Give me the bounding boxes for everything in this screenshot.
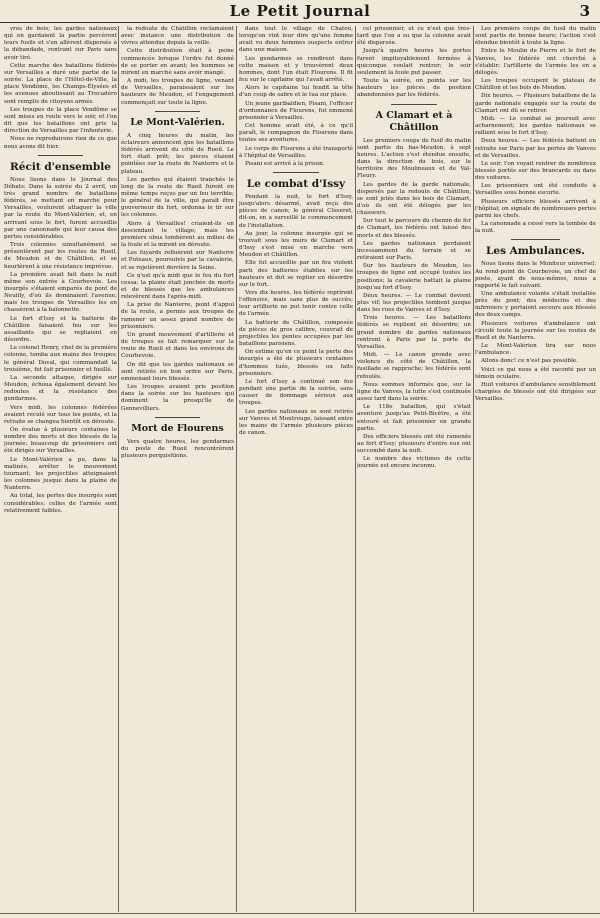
column-2 (121, 26, 234, 912)
paragraph: Nous lisons dans le Journal des Débats: Dans la soirée du 2 avril, un très grand nombre de bataillons fédérés, se mettant en marche pour Versailles, voulurent attaquer la ville par la route du Mont-Valérien, et, en arrivant sous le fort, furent accueillis par une canonnade qui leur causa des pertes considérables. (4, 176, 117, 240)
paragraph: Deux heures. — Les fédérés battent en retraite sur Paris par les portes de Vanves et de Versailles. (475, 138, 596, 159)
paragraph: Dix heures. — Plusieurs bataillons de la garde nationale engagés sur la route de Clamart ont dû se retirer. (475, 93, 596, 114)
section-divider (38, 155, 83, 156)
paragraph: Les gendarmes se rendirent dans cette maison et y trouvèrent deux hommes, dont l'un était Flourens. Il fit feu sur le capitaine qui l'avait arrêté. (239, 55, 353, 84)
paragraph: Midi. — Le combat se poursuit avec acharnement; les gardes nationaux se rallient sous le fort d'Issy. (475, 115, 596, 137)
paragraph: Les gardes qui étaient tranchés le long de la route de Rueil furent en même temps reçus par un feu terrible; le général de la ville, qui paraît être gouverneur du fort, ordonna le tir sur les colonnes. (121, 176, 234, 219)
paragraph: La première avait fait dans la nuit même son entrée à Courbevoie. Les insurgés s'étaient emparés du pont de Neuilly, d'où ils dominaient l'avenue; mais les troupes de Versailles les en chassèrent à la baïonnette. (4, 271, 117, 314)
column-4 (357, 26, 471, 912)
paragraph: Le soir, l'on voyait rentrer de nombreux blessés portés sur des brancards ou dans des voitures. (475, 160, 596, 182)
paragraph: Le nombre des victimes de cette journée est encore inconnu. (357, 456, 471, 470)
paragraph: Les prisonniers ont été conduits à Versailles sous bonne escorte. (475, 183, 596, 197)
paragraph: Les gardes nationaux perdaient incessamment du terrain et se retiraient sur Paris. (357, 240, 471, 262)
paragraph: Plusieurs officiers blessés arrivent à l'hôpital; on signale de nombreuses pertes parmi les chefs. (475, 198, 596, 219)
section-divider (273, 172, 319, 173)
paragraph: Allons donc! ce n'est pas possible. (481, 358, 579, 365)
column-3 (239, 26, 353, 912)
paragraph: On dit que les gardes nationaux se sont retirés en bon ordre sur Paris, emmenant leurs blessés. (121, 361, 234, 382)
paragraph: On évalue à plusieurs centaines le nombre des morts et des blessés de la journée; beaucoup de prisonniers ont été dirigés sur Versailles. (4, 426, 117, 455)
paragraph: La batterie de Châtillon, composée de pièces de gros calibre, couvrait de projectiles les pentes occupées par les bataillons parisiens. (239, 319, 353, 348)
section-divider (155, 417, 200, 418)
section-heading: Mort de Flourens (131, 422, 224, 434)
paragraph: Alors le capitaine lui fendit la tête d'un coup de sabre et le tua sur place. (239, 85, 353, 99)
paragraph: Jusqu'à quatre heures les portes furent impitoyablement fermées à quiconque voulait rentrer; le soir seulement la foule put passer. (357, 48, 471, 76)
paragraph: Une ambulance volante s'était installée près du pont; des médecins et des infirmiers y portaient secours aux blessés des deux camps. (475, 291, 596, 319)
section-heading: Le combat d'Issy (246, 177, 346, 190)
paragraph: Ce n'est qu'à midi que le feu du fort cessa; la plaine était jonchée de morts et de blessés que les ambulances relevèrent dans l'après-midi. (121, 272, 234, 301)
paragraph: Huit voitures d'ambulance sensiblement chargées de blessés ont été dirigées sur Versailles. (475, 381, 596, 403)
paragraph: Elle fut accueillie par un feu violent parti des batteries établies sur les hauteurs et dut se replier en désordre sur le fort. (239, 260, 353, 288)
paragraph: Trois heures. — Les bataillons fédérés se replient en désordre; un grand nombre de gardes nationaux rentrent à Paris par la porte de Versailles. (357, 315, 471, 350)
section-divider (155, 111, 200, 112)
paragraph: Le Mont-Valérien a pu, dans la matinée, arrêter le mouvement tournant; les projectiles atteignaient les colonnes jusque dans la plaine de Nanterre. (4, 456, 117, 492)
paragraph: Plusieurs voitures d'ambulance ont circulé toute la journée sur les routes de Rueil et de Nanterre. (475, 320, 596, 341)
column-5 (475, 26, 596, 912)
paragraph: Le 118e bataillon, qui s'était aventuré jusqu'au Petit-Bicêtre, a été entouré et fait prisonnier en grande partie. (357, 404, 471, 432)
paragraph: Cette marche des bataillons fédérés sur Versailles a duré une partie de la soirée. La place de l'Hôtel-de-Ville, la place Vendôme, les Champs-Élysées et les avenues aboutissant au Trocadéro sont remplis de citoyens armés. (4, 62, 117, 105)
paragraph: Cet homme avait été, à ce qu'il paraît, le compagnon de Flourens dans toutes ses aventures. (239, 123, 353, 144)
paragraph: vres de bois; les gardes nationaux qui en gardaient la partie percèrent leurs fusils et s'en allèrent dispersés à la débandade, rentrant sur Paris sans avoir tiré. (4, 26, 117, 61)
section-heading: A Clamart et à Châtillon (375, 109, 453, 133)
column-rule (355, 26, 356, 912)
column-rule (236, 26, 237, 912)
paragraph: Au jour, la colonne insurgée qui se trouvait sous les murs de Clamart et d'Issy s'est mise en marche vers Meudon et Châtillon. (239, 230, 353, 259)
paragraph: Le Mont-Valérien tira sur nous l'ambulance. (475, 343, 596, 357)
paragraph: dans tout le village de Chatou, lorsqu'on vint leur dire qu'une femme avait vu deux hommes suspects entrer dans une maison. (239, 26, 353, 54)
section-heading: Récit d'ensemble (10, 160, 111, 173)
paragraph: Les troupes avaient pris position dans la soirée sur les hauteurs qui dominent la presqu'île de Gennevilliers. (121, 384, 234, 412)
paragraph: A midi, les troupes de ligne, venant de Versailles, paraissaient sur les hauteurs de Meudon, et l'engagement commençait sur toute la ligne. (121, 78, 234, 106)
paragraph: Les premiers coups de fusil du matin sont partis du bas-Meudon, à sept heures. L'action s'est étendue ensuite, dans la direction du bois, sur le territoire des Moulineaux et de Val-Fleury. (357, 137, 471, 180)
column-rule (118, 26, 119, 912)
section-divider (511, 239, 559, 240)
paragraph: Alors à Versailles! criaient-ils en descendant le village; mais les premiers obus tombèrent au milieu de la foule et la mirent en déroute. (121, 220, 234, 249)
paragraph: Entre le Moulin de Pierre et le fort de Vanves, les fédérés ont cherché à s'établir; l'artillerie de l'armée les en a délogés. (475, 48, 596, 76)
paragraph: Midi. — Le canon gronde avec violence du côté de Châtillon, la fusillade se rapproche; les fédérés sont refoulés. (357, 352, 471, 380)
paragraph: Le colonel Henry, chef de la première colonne, tomba aux mains des troupes; le général Duval, qui commandait la troisième, fut fait prisonnier et fusillé. (4, 345, 117, 373)
paragraph: Les troupes occupent le plateau de Châtillon et les bois de Meudon. (475, 78, 596, 92)
section-heading: Le Mont-Valérien. (130, 116, 225, 128)
paragraph: Pisani est arrivé à la prison. (245, 160, 325, 167)
paragraph: Un jeune garibaldien, Pisani, l'officier d'ordonnance de Flourens, fut emmené prisonnier à Versailles. (239, 100, 353, 121)
paragraph: Au total, les pertes des insurgés sont considérables; celles de l'armée sont relativement faibles. (4, 493, 117, 514)
column-1 (4, 26, 117, 912)
paragraph: Le fort d'Issy a continué son feu pendant une partie de la soirée, sans causer de dommage sérieux aux troupes. (239, 378, 353, 407)
paragraph: Les premiers coups de fusil du matin sont partis de bonne heure; l'action s'est étendue bientôt à toute la ligne. (475, 26, 596, 47)
paragraph: Sur les hauteurs de Meudon, les troupes de ligne ont occupé toutes les positions; la cavalerie battait la plaine jusqu'au fort d'Issy. (357, 263, 471, 291)
page-bottom-rule (0, 913, 600, 914)
paragraph: Vers quatre heures, les gendarmes du poste de Rueil rencontrèrent plusieurs perquisitions. (121, 438, 234, 459)
paragraph: La canonnade a cessé vers la tombée de la nuit. (475, 221, 596, 235)
paragraph: La seconde attaque, dirigée sur Meudon, échoua également devant les redoutes et la résistance des gendarmes. (4, 374, 117, 403)
paragraph: Le corps de Flourens a été transporté à l'hôpital de Versailles. (239, 145, 353, 159)
paragraph: Nous lisons dans le Moniteur universel: Au rond-point de Courbevoie, un chef de poste, ayant de nous-mêmes, nous a rapporté le fait suivant. (475, 261, 596, 289)
paragraph: cel prisonnier, et ce n'est que très-tard que l'on a su que la colonne avait été dispersée. (357, 26, 471, 47)
newspaper-title: Le Petit Journal (229, 2, 371, 20)
paragraph: Sur tout le parcours du chemin de fer de Clamart, les fédérés ont laissé des morts et des blessés. (357, 218, 471, 239)
paragraph: Cette distribution était à peine commencée lorsque l'ordre fut donné de se porter en avant; les hommes se mirent en marche sans avoir mangé. (121, 48, 234, 76)
paragraph: La prise de Nanterre, point d'appui de la route, a permis aux troupes de ramener un assez grand nombre de prisonniers. (121, 302, 234, 330)
paragraph: Les gardes de la garde nationale, dispersés par la redoute de Châtillon, se sont jetés dans les bois de Clamart, d'où ils ont été délogés par les chasseurs. (357, 181, 471, 217)
paragraph: Voici ce qui nous a été raconté par un témoin oculaire. (475, 366, 596, 380)
paragraph: Pendant la nuit, le fort d'Issy, jusqu'alors désarmé, avait reçu des pièces de canon; le général Cluseret, dit-on, en a surveillé le commencement de l'installation. (239, 193, 353, 229)
paragraph: Les gardes nationaux se sont retirés sur Vanves et Montrouge, laissant entre les mains de l'armée plusieurs pièces de canon. (239, 408, 353, 436)
paragraph: Un grand mouvement d'artillerie et de troupes se fait remarquer sur la route de Rueil et dans les environs de Courbevoie. (121, 331, 234, 360)
paragraph: Vers midi, les colonnes fédérées avaient reculé sur tous les points, et la retraite se changea bientôt en déroute. (4, 404, 117, 425)
paragraph: Le fort d'Issy et la batterie de Châtillon faisaient feu sur les assaillants qui se repliaient en désordre. (4, 315, 117, 344)
paragraph: la redoute de Châtillon réclamaient avec instance une distribution de vivres attendue depuis la veille. (121, 26, 234, 47)
paragraph: Nous sommes informés que, sur la ligne de Vanves, la lutte s'est continuée assez tard dans la soirée. (357, 381, 471, 403)
paragraph: Vers dix heures, les fédérés reprirent l'offensive, mais sans plus de succès; leur artillerie ne put tenir contre celle de l'armée. (239, 290, 353, 318)
paragraph: Trois colonnes simultanément se présentèrent par les routes de Rueil, de Meudon et de Châtillon, et se heurtèrent à une résistance imprévue. (4, 242, 117, 270)
masthead (0, 0, 600, 23)
paragraph: A cinq heures du matin, les éclaireurs annoncent que les bataillons fédérés arrivent du côté de Rueil. Le fort était prêt; les pièces étaient pointées sur la route de Nanterre et le plateau. (121, 132, 234, 175)
paragraph: Des officiers blessés ont été ramenés au fort d'Issy; plusieurs d'entre eux ont succombé dans la nuit. (357, 433, 471, 455)
column-rule (473, 26, 474, 912)
paragraph: Les fuyards refluèrent sur Nanterre et Puteaux, poursuivis par la cavalerie, et se rejetèrent derrière la Seine. (121, 250, 234, 271)
section-divider (391, 104, 437, 105)
paragraph: Toute la soirée, on pointa sur les hauteurs les pièces de position abandonnées par les fédérés. (357, 78, 471, 99)
page-number: 3 (579, 2, 590, 20)
paragraph: On estime qu'en ce point la perte des insurgés a été de plusieurs centaines d'hommes tués, blessés ou faits prisonniers. (239, 349, 353, 377)
paragraph: Deux heures. — Le combat devient plus vif; les projectiles tombent jusque dans les rues de Vanves et d'Issy. (357, 292, 471, 314)
section-heading: Les Ambulances. (486, 245, 585, 258)
paragraph: Les troupes de la place Vendôme se sont mises en route vers le soir, et l'on dit que les bataillons ont pris la direction de Versailles par l'infanterie. (4, 106, 117, 135)
paragraph: Nous ne reproduirons rien de ce que nous avons dit hier. (4, 136, 117, 150)
